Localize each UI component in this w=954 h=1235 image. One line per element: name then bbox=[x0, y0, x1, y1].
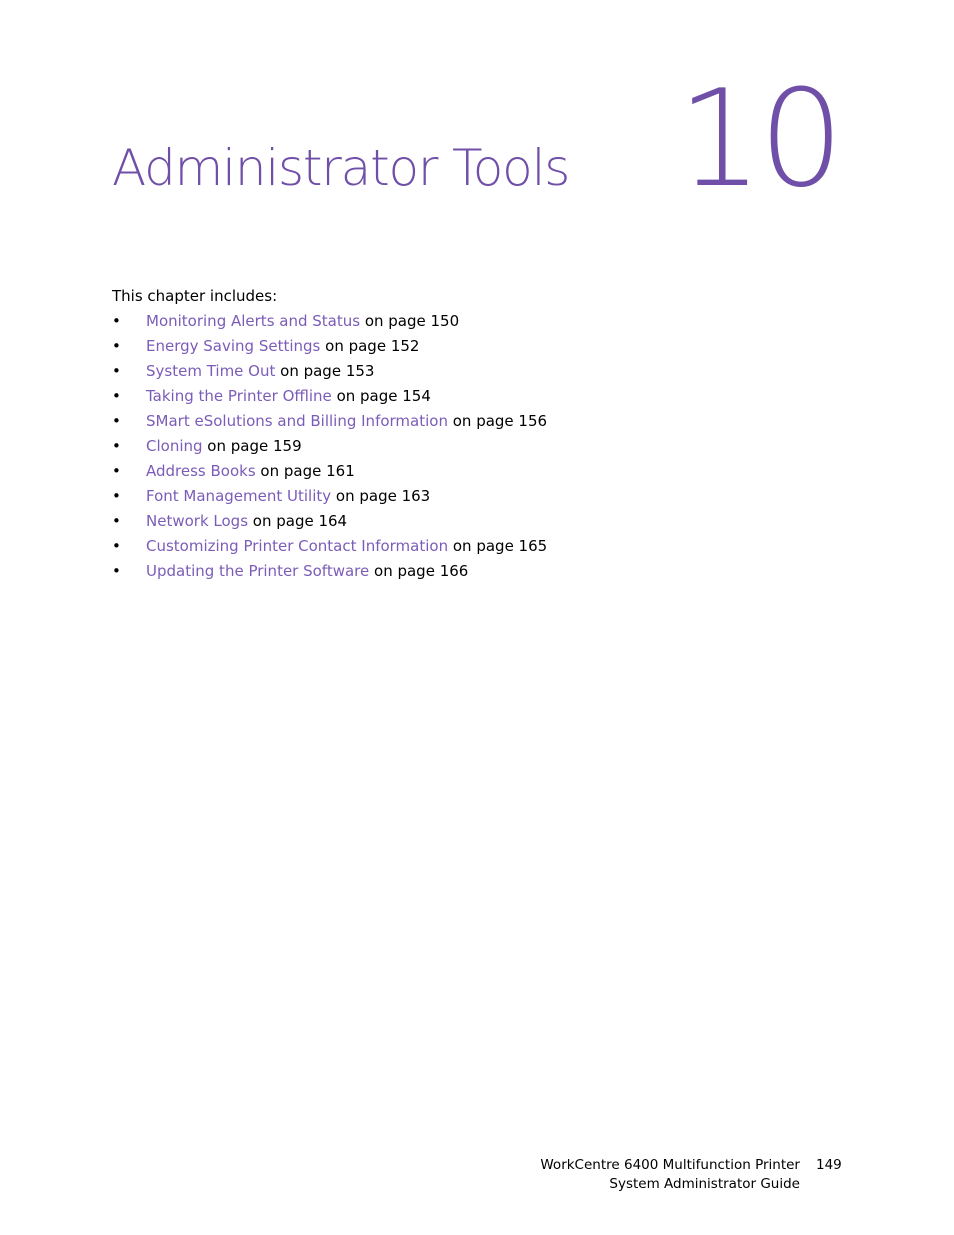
toc-link-cloning[interactable]: Cloning bbox=[146, 437, 203, 455]
page-reference: on page 166 bbox=[369, 562, 469, 580]
toc-link-updating-software[interactable]: Updating the Printer Software bbox=[146, 562, 370, 580]
page-reference: on page 165 bbox=[448, 537, 548, 555]
page-reference: on page 163 bbox=[331, 487, 431, 505]
toc-link-printer-offline[interactable]: Taking the Printer Offline bbox=[146, 387, 332, 405]
list-item bbox=[112, 561, 547, 586]
toc-link-monitoring-alerts[interactable]: Monitoring Alerts and Status bbox=[146, 312, 361, 330]
page-reference: on page 154 bbox=[331, 387, 431, 405]
toc-link-system-time-out[interactable]: System Time Out bbox=[146, 362, 276, 380]
bullet: • bbox=[112, 337, 121, 355]
toc-link-network-logs[interactable]: Network Logs bbox=[146, 512, 249, 530]
list-item bbox=[112, 336, 547, 361]
intro-text: This chapter includes: bbox=[112, 287, 278, 305]
page-footer bbox=[540, 1156, 800, 1194]
page-reference: on page 161 bbox=[255, 462, 355, 480]
footer-guide-name: System Administrator Guide bbox=[609, 1176, 800, 1192]
bullet: • bbox=[112, 537, 121, 555]
chapter-title: Administrator Tools bbox=[112, 139, 570, 197]
list-item bbox=[112, 411, 547, 436]
bullet: • bbox=[112, 412, 121, 430]
page-reference: on page 156 bbox=[447, 412, 548, 430]
page-reference: on page 152 bbox=[320, 337, 420, 355]
list-item bbox=[112, 511, 547, 536]
list-item bbox=[112, 436, 547, 461]
list-item bbox=[112, 486, 547, 511]
bullet: • bbox=[112, 387, 121, 405]
toc-link-energy-saving[interactable]: Energy Saving Settings bbox=[146, 337, 321, 355]
list-item bbox=[112, 311, 547, 336]
chapter-contents-list bbox=[112, 311, 547, 586]
bullet: • bbox=[112, 487, 121, 505]
toc-link-printer-contact-info[interactable]: Customizing Printer Contact Information bbox=[146, 537, 449, 555]
bullet: • bbox=[112, 312, 121, 330]
footer-product-name: WorkCentre 6400 Multifunction Printer bbox=[540, 1157, 800, 1173]
page-reference: on page 153 bbox=[275, 362, 375, 380]
bullet: • bbox=[112, 462, 121, 480]
list-item bbox=[112, 386, 547, 411]
page-reference: on page 150 bbox=[360, 312, 460, 330]
bullet: • bbox=[112, 512, 121, 530]
bullet: • bbox=[112, 437, 121, 455]
toc-link-font-management[interactable]: Font Management Utility bbox=[146, 487, 332, 505]
chapter-number: 10 bbox=[677, 61, 840, 217]
bullet: • bbox=[112, 562, 121, 580]
page-reference: on page 159 bbox=[202, 437, 302, 455]
bullet: • bbox=[112, 362, 121, 380]
toc-link-smart-esolutions[interactable]: SMart eSolutions and Billing Information bbox=[146, 412, 448, 430]
list-item bbox=[112, 361, 547, 386]
page-reference: on page 164 bbox=[248, 512, 348, 530]
list-item bbox=[112, 536, 547, 561]
toc-link-address-books[interactable]: Address Books bbox=[146, 462, 256, 480]
list-item bbox=[112, 461, 547, 486]
page-number: 149 bbox=[816, 1157, 842, 1173]
